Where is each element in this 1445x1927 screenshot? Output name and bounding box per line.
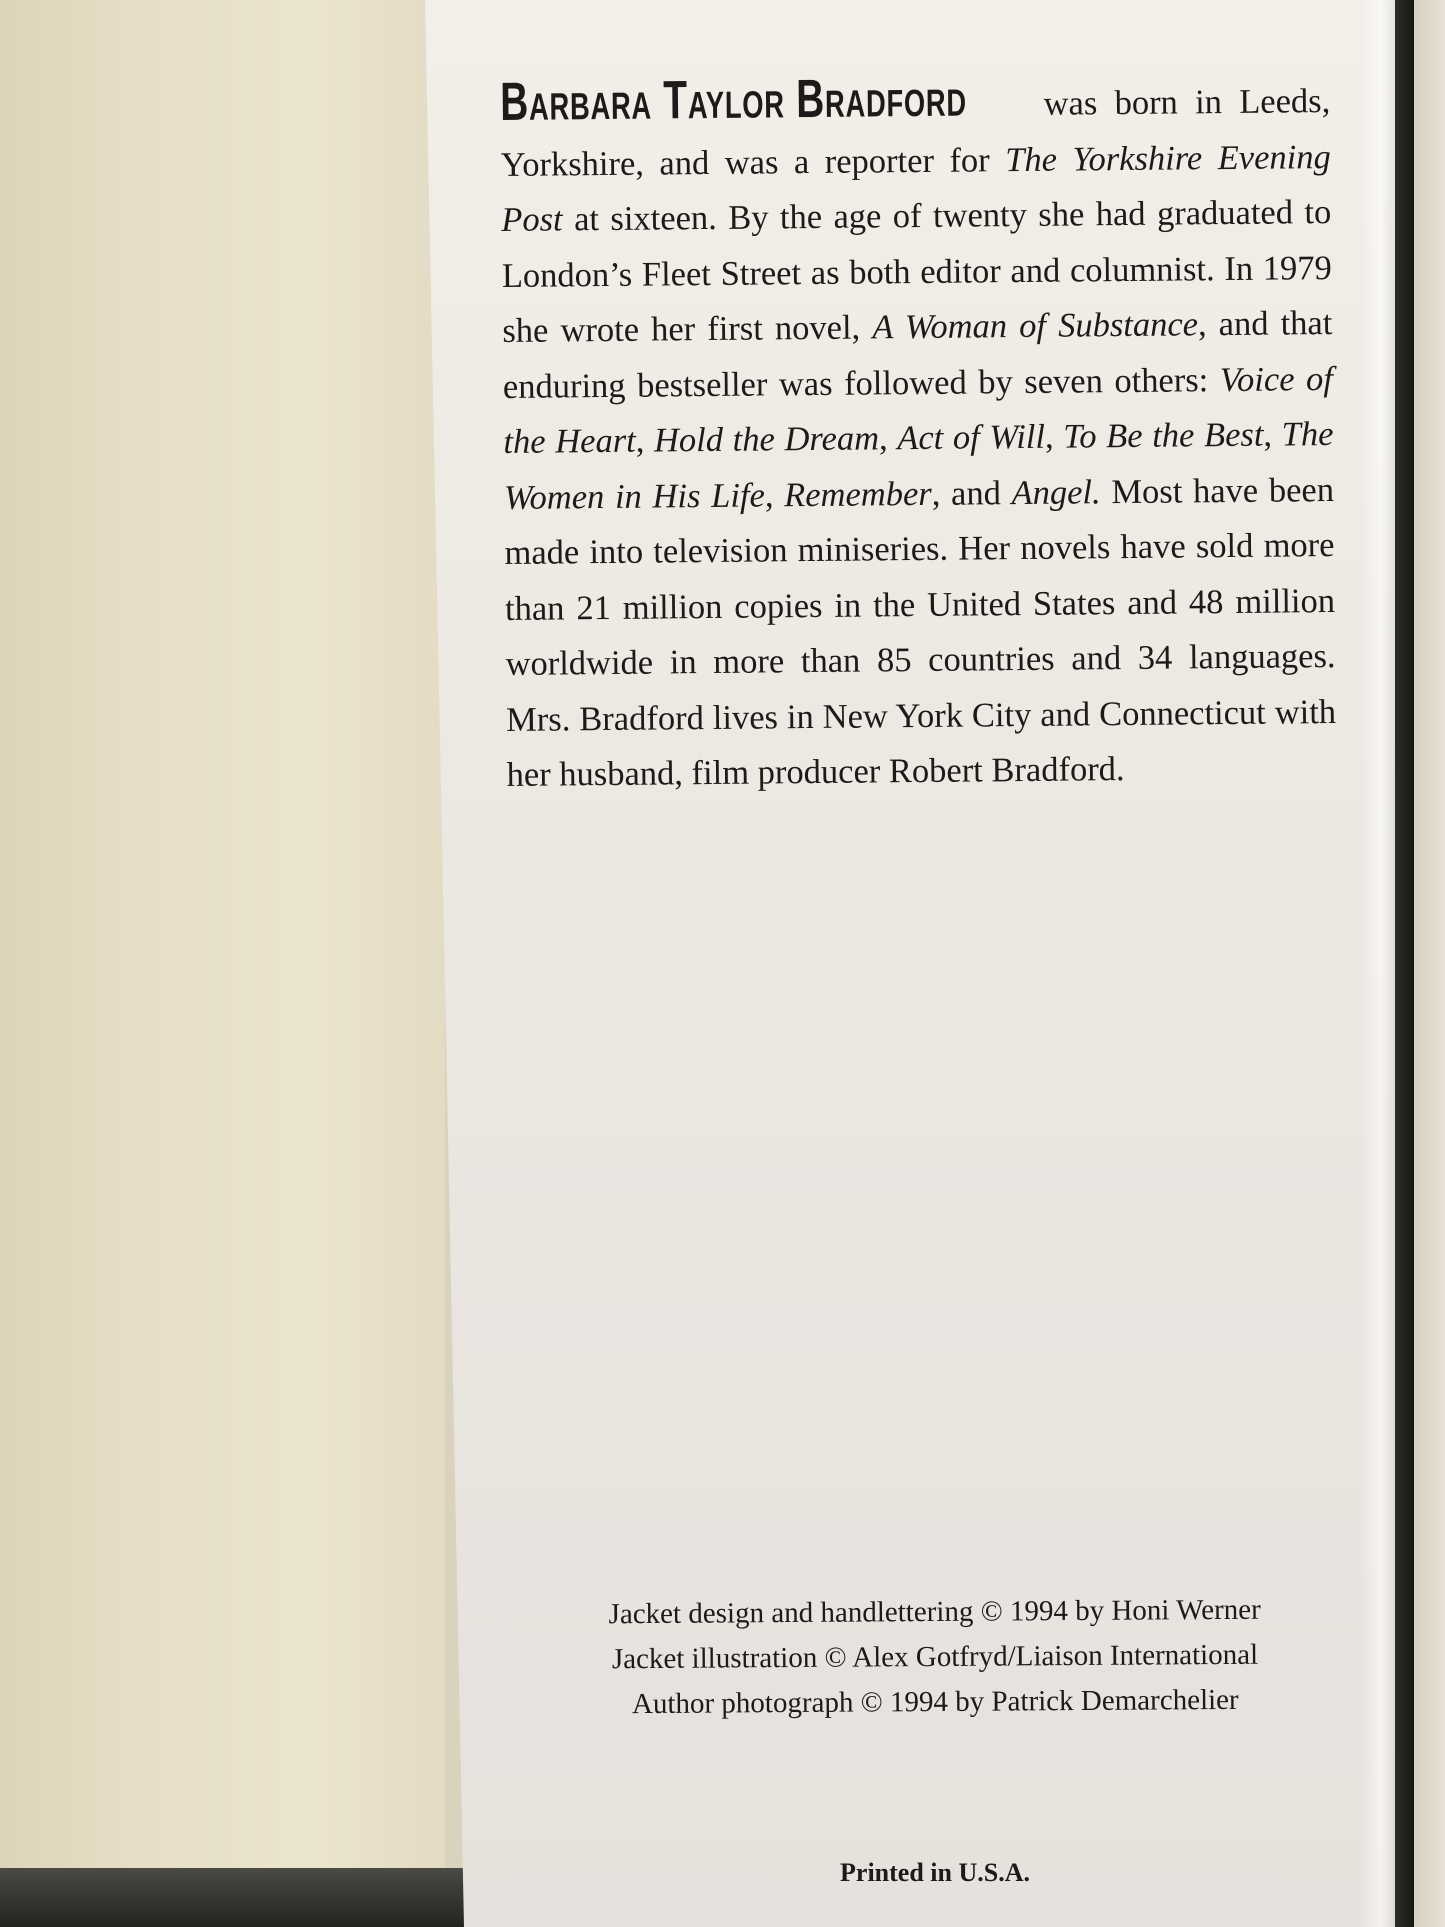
flap-sheen xyxy=(1360,0,1395,1927)
bio-text: , xyxy=(635,421,655,460)
bio-text: Most have been made into television miniseries. Her novels have sold more than 21 million copies in the United States and 48 million worldwide in more than 85 countries and 34 languages. Mrs. Bradford lives in New York City and Connecticut with her husband, film producer Robert Bradford. xyxy=(504,470,1337,794)
bio-text: , xyxy=(878,419,898,458)
credit-line-photograph: Author photograph © 1994 by Patrick Demarchelier xyxy=(631,1683,1239,1721)
bio-text: , xyxy=(1263,415,1282,454)
bio-italic-title: To Be the Best xyxy=(1063,415,1264,456)
bio-italic-title: Voice of the Heart xyxy=(503,359,1334,461)
bio-text: , and xyxy=(931,473,1012,513)
book-endpaper xyxy=(0,0,445,1927)
bio-text: , xyxy=(764,475,785,514)
book-bottom-shadow xyxy=(0,1868,470,1927)
bio-text: at sixteen. By the age of twenty she had graduated to London’s Fleet Street as both editor and columnist. In 1979 she wrote her first novel, xyxy=(501,193,1333,350)
bio-italic-title: A Woman of Substance xyxy=(872,305,1199,347)
bio-italic-title: Hold the Dream xyxy=(653,419,880,460)
author-biography xyxy=(499,67,1337,803)
background-surface xyxy=(1414,0,1445,1927)
credit-line-design: Jacket design and handlettering © 1994 by Honi Werner xyxy=(608,1593,1261,1631)
bio-text: was born in Leeds, Yorkshire, and was a reporter for xyxy=(500,82,1331,184)
bio-text: , and that enduring bestseller was followed by seven others: xyxy=(502,304,1333,406)
bio-italic-title: Act of Will xyxy=(897,417,1046,458)
bio-italic-title: Remember xyxy=(783,474,932,514)
bio-italic-title: Angel. xyxy=(1011,472,1101,512)
jacket-edge xyxy=(1392,0,1414,1927)
printed-in-notice: Printed in U.S.A. xyxy=(840,1858,1030,1887)
jacket-credits xyxy=(540,1587,1331,1728)
bio-italic-title: The Yorkshire Evening Post xyxy=(501,137,1331,239)
bio-text: , xyxy=(1044,417,1064,456)
credit-line-illustration: Jacket illustration © Alex Gotfryd/Liaison International xyxy=(611,1638,1259,1676)
author-name: Barbara Taylor Bradford xyxy=(499,67,968,132)
bio-italic-title: The Women in His Life xyxy=(503,415,1334,517)
